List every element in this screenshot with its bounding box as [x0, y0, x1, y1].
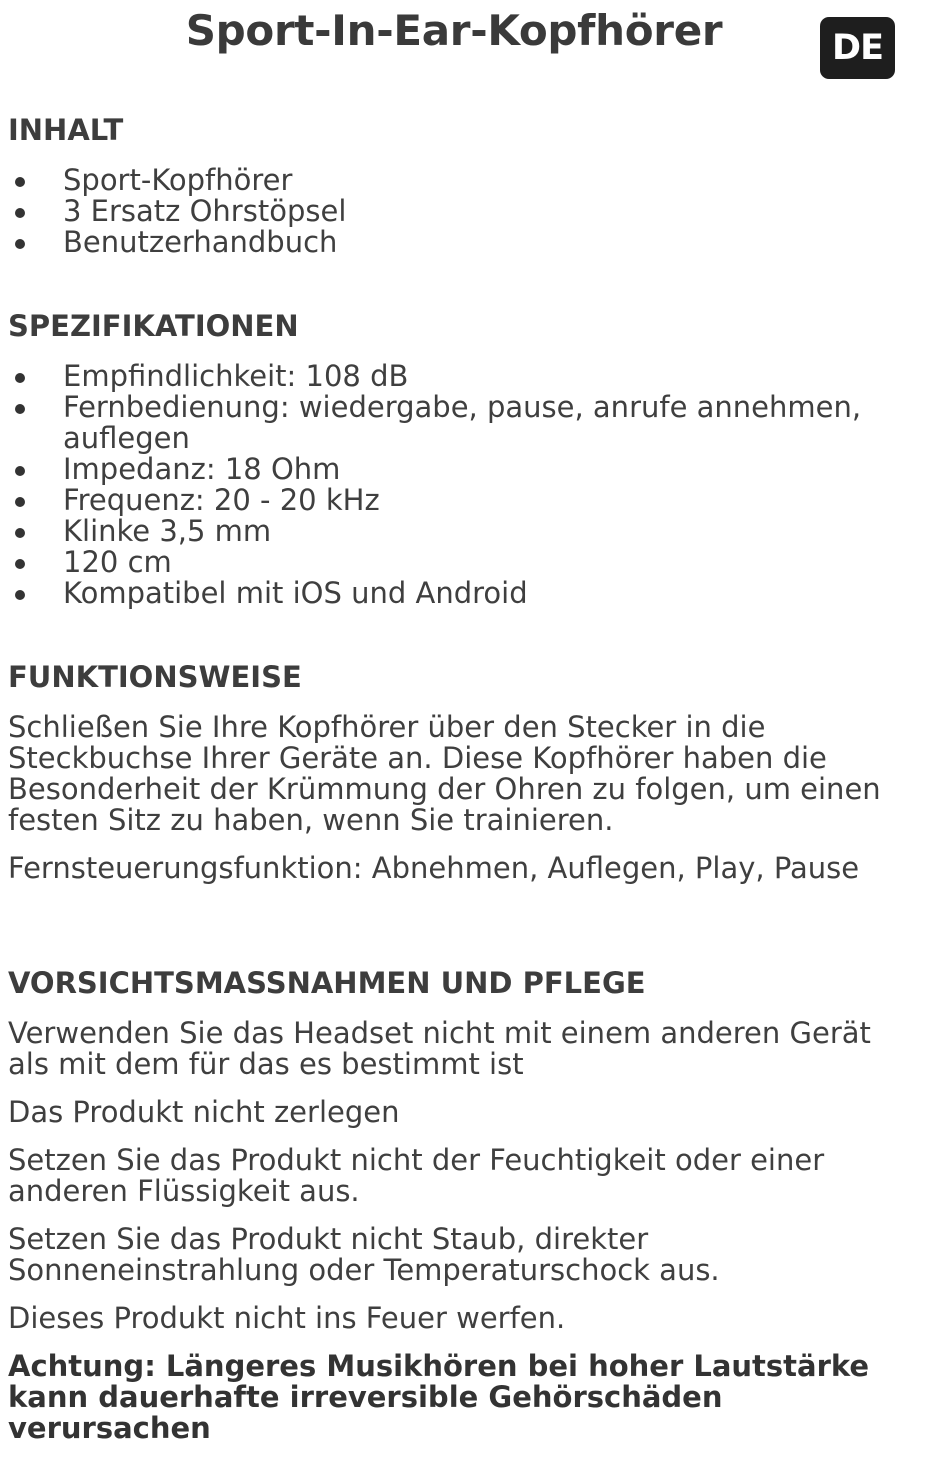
list-item-text: Sport-Kopfhörer [63, 163, 293, 197]
document-title: Sport-In-Ear-Kopfhörer [185, 6, 723, 55]
list-item-text: Kompatibel mit iOS und Android [63, 576, 528, 610]
contents-heading: INHALT [8, 113, 124, 147]
list-item-text: 3 Ersatz Ohrstöpsel [63, 194, 347, 228]
operation-heading: FUNKTIONSWEISE [8, 660, 302, 694]
precaution-paragraph: Setzen Sie das Produkt nicht der Feuchtigkeit oder einer anderen Flüssigkeit aus. [8, 1143, 825, 1208]
bullet-icon [15, 497, 25, 507]
list-item [8, 165, 908, 196]
list-item [8, 454, 908, 485]
bullet-icon [15, 373, 25, 383]
bullet-icon [15, 208, 25, 218]
contents-list [8, 165, 908, 258]
list-item-text: Impedanz: 18 Ohm [63, 452, 341, 486]
list-item-text: Empfindlichkeit: 108 dB [63, 359, 409, 393]
bullet-icon [15, 559, 25, 569]
operation-paragraph: Fernsteuerungsfunktion: Abnehmen, Auflegen, Play, Pause [8, 851, 860, 885]
specs-heading: SPEZIFIKATIONEN [8, 309, 299, 343]
bullet-icon [15, 404, 25, 414]
list-item-text: Klinke 3,5 mm [63, 514, 272, 548]
precaution-paragraph: Verwenden Sie das Headset nicht mit einem anderen Gerät als mit dem für das es bestimmt ist [8, 1016, 871, 1081]
precaution-paragraph: Das Produkt nicht zerlegen [8, 1095, 400, 1129]
specs-list [8, 361, 908, 609]
list-item [8, 227, 908, 258]
list-item [8, 361, 908, 392]
precaution-paragraph: Dieses Produkt nicht ins Feuer werfen. [8, 1301, 566, 1335]
document-header [0, 0, 950, 90]
bullet-icon [15, 177, 25, 187]
list-item [8, 485, 908, 516]
list-item [8, 547, 908, 578]
precautions-heading: VORSICHTSMASSNAHMEN UND PFLEGE [8, 966, 646, 1000]
list-item [8, 196, 908, 227]
hearing-warning: Achtung: Längeres Musikhören bei hoher Lautstärke kann dauerhafte irreversible Gehörschäden verursachen [8, 1349, 870, 1445]
list-item [8, 516, 908, 547]
list-item [8, 578, 908, 609]
bullet-icon [15, 528, 25, 538]
list-item-text: 120 cm [63, 545, 172, 579]
language-badge: DE [820, 17, 895, 79]
operation-section [8, 659, 908, 884]
precaution-paragraph: Setzen Sie das Produkt nicht Staub, direkter Sonneneinstrahlung oder Temperaturschock aus. [8, 1222, 720, 1287]
specs-section [8, 308, 908, 609]
bullet-icon [15, 239, 25, 249]
list-item-text: Frequenz: 20 - 20 kHz [63, 483, 380, 517]
operation-paragraph: Schließen Sie Ihre Kopfhörer über den Stecker in die Steckbuchse Ihrer Geräte an. Diese Kopfhörer haben die Besonderheit der Krümmung der Ohren zu folgen, um einen festen Sitz zu haben, wenn Sie trainieren. [8, 710, 881, 837]
list-item-text: Benutzerhandbuch [63, 225, 338, 259]
contents-section [8, 112, 908, 258]
precautions-section [8, 965, 908, 1444]
bullet-icon [15, 466, 25, 476]
list-item-text: Fernbedienung: wiedergabe, pause, anrufe annehmen, auflegen [63, 390, 862, 455]
bullet-icon [15, 590, 25, 600]
list-item [8, 392, 908, 454]
document-body [8, 112, 908, 1444]
